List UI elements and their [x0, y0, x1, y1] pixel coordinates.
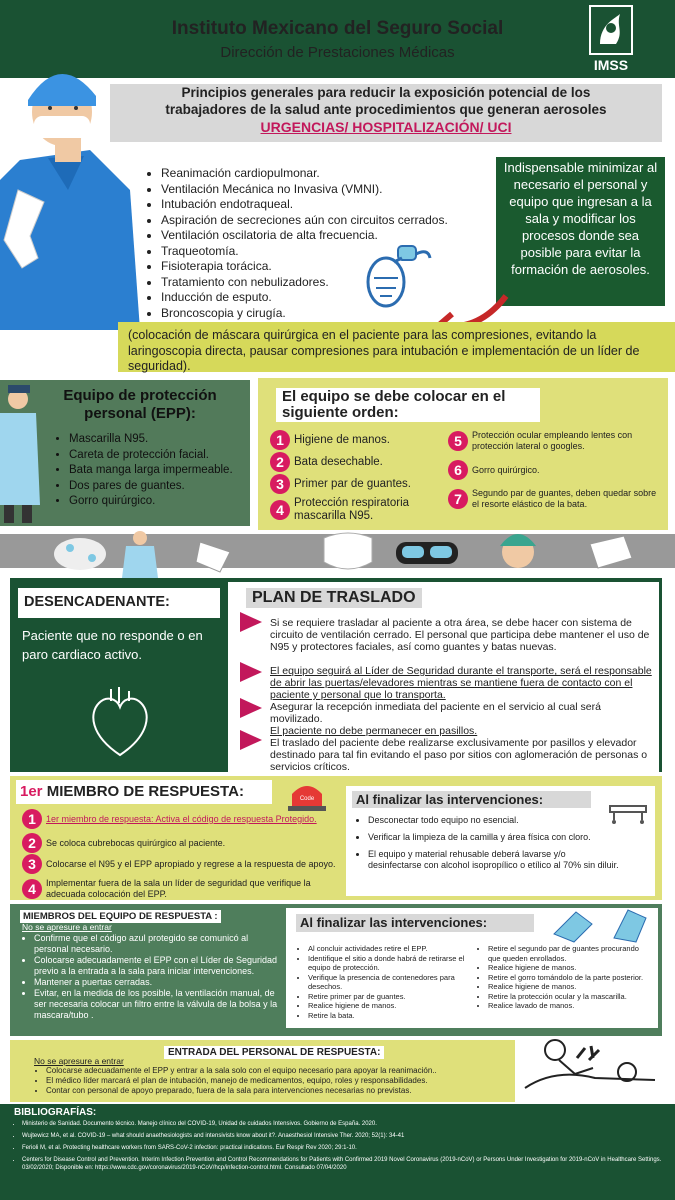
- goggles-icon: [396, 542, 458, 564]
- list-item: • Reanimación cardiopulmonar.: [161, 166, 448, 182]
- alarm-icon: [284, 778, 330, 812]
- plan-paragraph: El traslado del paciente debe realizarse exclusivamente por pasillos y elevador destinado para tal fin evitando el paso por sitios con aglomeración de personas o servicios críticos.: [270, 737, 648, 773]
- list-item: • Colocarse adecuadamente el EPP con el Líder de Seguridad previo a la entrada a la sala para iniciar intervenciones.: [34, 955, 284, 977]
- bullet-triangle-icon: [240, 612, 262, 632]
- step-text: Primer par de guantes.: [294, 477, 411, 490]
- final-list-2-left: [298, 944, 478, 1020]
- list-item: • Retire la protección ocular y la mascarilla.: [488, 992, 653, 1002]
- heart-icon: [85, 685, 155, 761]
- list-item: • Careta de protección facial.: [69, 448, 233, 464]
- list-item: • Confirme que el código azul protegido se comunicó al personal necesario.: [34, 933, 284, 955]
- list-item: • Retire el gorro tomándolo de la parte posterior.: [488, 973, 653, 983]
- list-item: • Realice higiene de manos.: [308, 1001, 478, 1011]
- final-title-2: Al finalizar las intervenciones:: [296, 914, 534, 932]
- donning-step: [448, 488, 662, 509]
- list-item: • Intubación endotraqueal.: [161, 197, 448, 213]
- step-text: Se coloca cubrebocas quirúrgico al paciente.: [46, 837, 226, 848]
- team-members-title: MIEMBROS DEL EQUIPO DE RESPUESTA :: [20, 910, 221, 923]
- list-item: • Gorro quirúrgico.: [69, 494, 233, 510]
- step-number: 3: [22, 854, 42, 874]
- list-item: • Wujtewicz MA, et al. COVID-19 – what should anaethesiologists and intensivists know about it?. Anaesthesiol Intensive Ther. 2020; 52(1): 34-41: [22, 1132, 669, 1140]
- mask-icon: [324, 533, 372, 569]
- yellow-note: (colocación de máscara quirúrgica en el paciente para las compresiones, evitando la laringoscopia directa, pausar compresiones para intubación e implementación de un líder de seguridad).: [118, 322, 675, 372]
- responder-step: [22, 809, 337, 829]
- entry-subtitle: No se apresure a entrar: [34, 1056, 124, 1066]
- bullet-triangle-icon: [240, 698, 262, 718]
- first-responder-title: [16, 780, 272, 804]
- bibliography-title: BIBLIOGRAFÍAS:: [14, 1107, 97, 1118]
- step-number: 1: [22, 809, 42, 829]
- list-item: • Verificar la limpieza de la camilla y área física con cloro.: [368, 832, 621, 843]
- list-item: • Fisioterapia torácica.: [161, 259, 448, 275]
- green-note: Indispensable minimizar al necesario el personal y equipo que ingresan a la sala y modificar los procesos donde sea posible para evitar la formación de aerosoles.: [496, 157, 665, 306]
- trigger-title: DESENCADENANTE:: [18, 588, 220, 618]
- step-number: 7: [448, 489, 468, 509]
- responder-step: [22, 833, 337, 853]
- step-text: Gorro quirúrgico.: [472, 464, 540, 475]
- donning-step: [270, 474, 448, 494]
- list-item: • Centers for Disease Control and Prevention. Interim Infection Prevention and Control Recommendations for Patients with Confirmed 2019 Novel Coronavirus (2019-nCoV) or Persons Under Investigation for 2019-nCoV in Healthcare Settings. 03/02/2020; Disponible en: https://www.cdc.gov/coronavirus/2019-nCoV/hcp/infection-control.html. Consultado 07/04/2020: [22, 1156, 669, 1172]
- title-line-2: trabajadores de la salud ante procedimientos que generan aerosoles: [165, 102, 607, 117]
- list-item: • Traqueotomía.: [161, 244, 448, 260]
- list-item: • Broncoscopia y cirugía.: [161, 306, 448, 322]
- donning-step: [270, 497, 448, 523]
- list-item: • Retire primer par de guantes.: [308, 992, 478, 1002]
- list-item: • Colocarse adecuadamente el EPP y entrar a la sala solo con el equipo necesario para apoyar la reanimación..: [46, 1066, 516, 1076]
- plan-paragraph: Asegurar la recepción inmediata del paciente en el servicio al cual será movilizado.: [270, 701, 601, 725]
- step-number: 2: [22, 833, 42, 853]
- step-text: Segundo par de guantes, deben quedar sobre el resorte elástico de la bata.: [472, 488, 657, 509]
- bibliography-list: [14, 1120, 669, 1176]
- donning-step: [270, 430, 448, 450]
- list-item: • Retire la bata.: [308, 1011, 478, 1021]
- areas-title: URGENCIAS/ HOSPITALIZACIÓN/ UCI: [260, 119, 512, 135]
- list-item: • Realice higiene de manos.: [488, 982, 653, 992]
- list-item: • Bata manga larga impermeable.: [69, 463, 233, 479]
- final-list-1: [356, 815, 621, 877]
- glove-icon: [196, 542, 230, 572]
- list-item: • Ventilación Mecánica no Invasiva (VMNI).: [161, 182, 448, 198]
- team-members-list: [22, 933, 284, 1021]
- gown-icon: [122, 531, 158, 578]
- transfer-plan-title: PLAN DE TRASLADO: [246, 588, 422, 608]
- cap-icon: [500, 534, 536, 568]
- step-text: Protección respiratoria mascarilla N95.: [294, 497, 410, 522]
- team-members-subtitle: No se apresure a entrar: [22, 922, 112, 932]
- entry-list: [36, 1066, 516, 1096]
- nebulizer-icon: [358, 238, 438, 310]
- step-number: 3: [270, 474, 290, 494]
- epp-title: Equipo de protección personal (EPP):: [63, 387, 217, 422]
- list-item: • Tratamiento con nebulizadores.: [161, 275, 448, 291]
- step-number: 2: [270, 452, 290, 472]
- list-item: • Contar con personal de apoyo preparado, fuera de la sala para intervenciones necesarias no previstas.: [46, 1086, 516, 1096]
- title-line-1: Principios generales para reducir la exposición potencial de los: [181, 85, 591, 100]
- step-text: Higiene de manos.: [294, 433, 390, 446]
- bullet-triangle-icon: [240, 730, 262, 750]
- list-item: • Dos pares de guantes.: [69, 479, 233, 495]
- plan-paragraph: Si se requiere trasladar al paciente a otra área, se debe hacer con sistema de circuito de ventilación cerrado. El personal que participa debe mantener el uso de N95 y protectores faciales, así como guantes y batas nuevas.: [270, 617, 650, 653]
- epp-list: [55, 432, 233, 510]
- handwash-icon: [54, 538, 106, 570]
- list-item: • Inducción de esputo.: [161, 290, 448, 306]
- list-item: • Ventilación oscilatoria de alta frecuencia.: [161, 228, 448, 244]
- donning-step: [448, 430, 662, 451]
- list-item: • El equipo y material rehusable deberá lavarse y/o desinfectarse con alcohol isopropílico o etílico al 70% sin diluir.: [368, 849, 621, 871]
- step-number: 4: [270, 500, 290, 520]
- step-text: Bata desechable.: [294, 455, 383, 468]
- first-responder-title-text: MIEMBRO DE RESPUESTA:: [46, 783, 244, 800]
- step-text: Protección ocular empleando lentes con protección lateral o googles.: [472, 430, 633, 451]
- list-item: • El médico líder marcará el plan de intubación, manejo de medicamentos, equipo, roles y responsabilidades.: [46, 1076, 516, 1086]
- list-item: • Ferioli M, et al. Protecting healthcare workers from SARS-CoV-2 infection: practical indications. Eur Respir Rev 2020; 29:1-10.: [22, 1144, 669, 1152]
- list-item: • Verifique la presencia de contenedores para desechos.: [308, 973, 478, 992]
- final-list-2-right: [478, 944, 653, 1011]
- list-item: • Realice lavado de manos.: [488, 1001, 653, 1011]
- plan-paragraph: El equipo seguirá al Líder de Seguridad durante el transporte, será el responsable de abrir las puertas/elevadores mientras se mantiene fuera de contacto con el paciente y personal que lo transporta.: [270, 665, 652, 701]
- list-item: • Evitar, en la medida de los posible, la ventilación manual, de ser necesaria colocar un filtro entre la válvula de la bolsa y la mascara/tubo .: [34, 988, 284, 1021]
- list-item: • Mantener a puertas cerradas.: [34, 977, 284, 988]
- step-text: Implementar fuera de la sala un líder de seguridad que verifique la adecuada colocación del EPP.: [46, 878, 311, 899]
- glove-icon: [590, 536, 632, 568]
- imss-logo-icon: [586, 4, 636, 74]
- ppe-icons: [0, 522, 675, 578]
- list-item: • Aspiración de secreciones aún con circuitos cerrados.: [161, 213, 448, 229]
- logo-text: IMSS: [593, 57, 629, 73]
- donning-order-title: El equipo se debe colocar en el siguiente orden:: [276, 388, 540, 422]
- step-number: 5: [448, 431, 468, 451]
- bullet-triangle-icon: [240, 662, 262, 682]
- donning-step: [270, 452, 448, 472]
- list-item: • Mascarilla N95.: [69, 432, 233, 448]
- step-number: 1: [270, 430, 290, 450]
- list-item: • Realice higiene de manos.: [488, 963, 653, 973]
- step-number: 4: [22, 879, 42, 899]
- final-title-1: Al finalizar las intervenciones:: [352, 791, 591, 808]
- gloves-icon: [548, 904, 660, 944]
- institution-title: Instituto Mexicano del Seguro Social: [171, 18, 504, 39]
- responder-step: [22, 878, 337, 899]
- list-item: • Al concluir actividades retire el EPP.: [308, 944, 478, 954]
- list-item: • Retire el segundo par de guantes procurando que queden enrollados.: [488, 944, 653, 963]
- step-text: Colocarse el N95 y el EPP apropiado y regrese a la respuesta de apoyo.: [46, 858, 336, 869]
- list-item: • Desconectar todo equipo no esencial.: [368, 815, 621, 826]
- entry-title: ENTRADA DEL PERSONAL DE RESPUESTA:: [164, 1046, 384, 1059]
- step-text: 1er miembro de respuesta: Activa el código de respuesta Protegido.: [46, 813, 317, 824]
- trigger-text: Paciente que no responde o en paro cardiaco activo.: [22, 628, 203, 662]
- list-item: • Identifique el sitio a donde habrá de retirarse el equipo de protección.: [308, 954, 478, 973]
- alarm-label: Code: [299, 796, 315, 802]
- main-title-box: [110, 84, 662, 142]
- institution-subtitle: Dirección de Prestaciones Médicas: [220, 44, 455, 61]
- plan-paragraph: El paciente no debe permanecer en pasillos.: [270, 725, 478, 737]
- responder-step: [22, 854, 340, 874]
- list-item: • Ministerio de Sanidad. Documento técnico. Manejo clínico del COVID-19, Unidad de cuidados Intensivos. Gobierno de España. 2020.: [22, 1120, 669, 1128]
- step-number: 6: [448, 460, 468, 480]
- cpr-illustration-icon: [515, 1028, 665, 1104]
- donning-step: [448, 460, 662, 480]
- first-responder-title-num: 1er: [20, 783, 43, 800]
